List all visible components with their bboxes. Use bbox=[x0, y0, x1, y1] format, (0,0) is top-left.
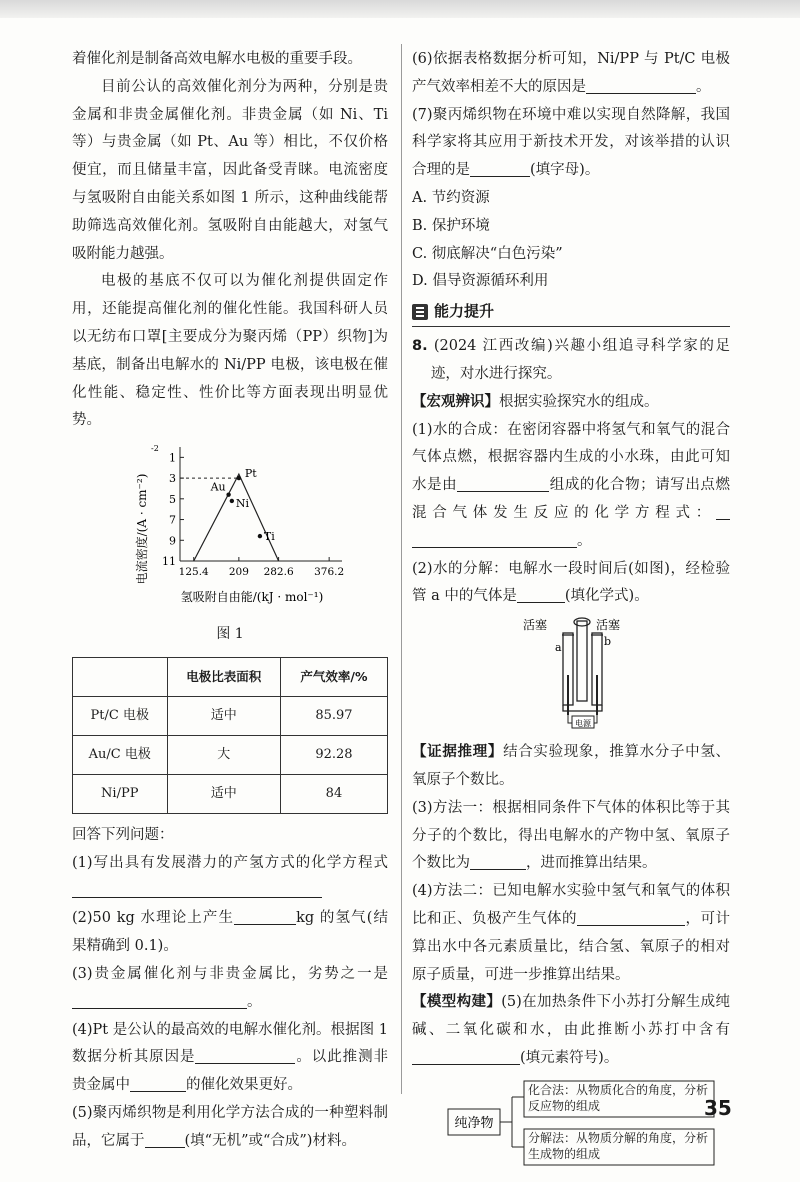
section-header bbox=[412, 298, 730, 327]
current-density-chart bbox=[132, 441, 352, 611]
chart-y-exponent: -2 bbox=[151, 444, 159, 454]
chart-y-label: 电流密度/(A · cm⁻²) bbox=[135, 473, 149, 585]
point-label-pt: Pt bbox=[244, 467, 257, 481]
y-tick-label: 11 bbox=[162, 555, 176, 569]
power-source-label: 电源 bbox=[575, 719, 591, 729]
question-3-text: (3)贵金属催化剂与非贵金属比，劣势之一是 bbox=[72, 965, 388, 982]
left-column bbox=[72, 46, 388, 1156]
answer-blank[interactable] bbox=[577, 910, 685, 926]
subquestion-4 bbox=[412, 878, 730, 989]
subquestion-5-text: (5)在加热条件下小苏打分解生成纯碱、二氧化碳和水，由此推断小苏打中含有 bbox=[412, 994, 731, 1039]
question-1-text: (1)写出具有发展潜力的产氢方式的化学方程式 bbox=[72, 854, 388, 871]
table-cell: 92.28 bbox=[280, 735, 387, 774]
table-header-row bbox=[73, 657, 388, 696]
question-2 bbox=[72, 905, 388, 961]
section-title: 能力提升 bbox=[434, 302, 495, 321]
question-7-text-end: (填字母)。 bbox=[530, 162, 600, 179]
question-3: (3)贵金属催化剂与非贵金属比，劣势之一是 。 bbox=[72, 965, 388, 1010]
chart-x-label: 氢吸附自由能/(kJ · mol⁻¹) bbox=[180, 590, 324, 605]
model-building bbox=[412, 989, 730, 1072]
x-tick-label: 209 bbox=[228, 566, 249, 579]
right-column bbox=[412, 46, 730, 1171]
tag-macro-text: 根据实验探究水的组成。 bbox=[499, 393, 659, 410]
answer-blank[interactable] bbox=[586, 78, 696, 94]
question-6: (6)依据表格数据分析可知，Ni/PP 与 Pt/C 电极产气效率相差不大的原因是 。 bbox=[412, 51, 730, 95]
subquestion-4-text: (4)方法二：已知电解水实验中氢气和氧气的体积比和正、负极产生气体的 bbox=[412, 883, 730, 927]
table-cell: Ni/PP bbox=[73, 774, 168, 813]
subquestion-3 bbox=[412, 795, 730, 878]
page-number: 35 bbox=[704, 1096, 732, 1120]
question-5 bbox=[72, 1100, 388, 1156]
paragraph-catalysts: 目前公认的高效催化剂分为两种，分别是贵金属和非贵金属催化剂。非贵金属（如 Ni、Ti 等）与贵金属（如 Pt、Au 等）相比，不仅价格便宜，而且储量丰富，因此备受青睐。电流密度与氢吸附自由能关系如图 1 所示，这种曲线能帮助筛选高效催化剂。氢吸附自由能越大，对氢气吸附能力越强。 bbox=[72, 78, 388, 262]
table-row bbox=[73, 774, 388, 813]
answer-blank[interactable] bbox=[195, 1049, 295, 1065]
subquestion-2-text: (2)水的分解：电解水一段时间后(如图)，经检验管 a 中的气体是 bbox=[412, 560, 730, 605]
point-label-ni: Ni bbox=[235, 497, 249, 511]
option-c: C. 彻底解决“白色污染” bbox=[412, 245, 563, 262]
table-cell: 大 bbox=[167, 735, 280, 774]
answer-blank[interactable] bbox=[517, 588, 565, 604]
tag-macro: 【宏观辨识】 bbox=[412, 393, 499, 410]
scan-top-edge bbox=[0, 0, 800, 18]
question-2-text-end: kg 的氢气(结果精确到 0.1)。 bbox=[72, 910, 388, 955]
paragraph-intro-end: 着催化剂是制备高效电解水电极的重要手段。 bbox=[72, 51, 362, 67]
y-tick-label: 9 bbox=[169, 534, 176, 548]
point-au bbox=[226, 493, 230, 497]
question-8-number: 8. bbox=[412, 338, 428, 355]
macro-identify bbox=[412, 389, 730, 417]
table-header: 电极比表面积 bbox=[167, 657, 280, 696]
point-label-ti: Ti bbox=[263, 530, 275, 544]
x-tick-label: 282.6 bbox=[263, 566, 294, 579]
notebook-icon bbox=[412, 304, 428, 320]
question-4-text-mid: 。以此推测非贵金属中 bbox=[72, 1049, 389, 1094]
paragraph-substrate: 电极的基底不仅可以为催化剂提供固定作用，还能提高催化剂的催化性能。我国科研人员以无纺布口罩[主要成分为聚丙烯（PP）织物]为基底，制备出电解水的 Ni/PP 电极，该电极在催化性能、稳定性、性价比等方面表现出明显优势。 bbox=[72, 273, 388, 429]
question-4 bbox=[72, 1017, 388, 1100]
volcano-curve bbox=[194, 474, 279, 561]
tag-evidence-text: 结合实验现象，推算水分子中氢、氧原子个数比。 bbox=[412, 744, 731, 788]
subquestion-4-text-end: ，可计算出水中各元素质量比，结合氢、氧原子的相对原子质量，可进一步推算出结果。 bbox=[412, 910, 730, 983]
tube-a-label: a bbox=[555, 641, 562, 655]
evidence-reasoning bbox=[412, 739, 730, 795]
answer-blank[interactable] bbox=[470, 162, 530, 178]
answer-blank[interactable] bbox=[72, 993, 247, 1009]
x-tick-label: 125.4 bbox=[178, 566, 209, 579]
electrolysis-apparatus bbox=[412, 615, 730, 733]
option-b: B. 保护环境 bbox=[412, 217, 490, 234]
question-7 bbox=[412, 102, 730, 185]
y-tick-label: 5 bbox=[169, 492, 176, 506]
option-d: D. 倡导资源循环利用 bbox=[412, 273, 549, 290]
table-cell: 适中 bbox=[167, 696, 280, 735]
answer-blank[interactable] bbox=[145, 1132, 185, 1148]
table-row bbox=[73, 735, 388, 774]
table-header bbox=[73, 657, 168, 696]
table-cell: 84 bbox=[280, 774, 387, 813]
x-tick-label: 376.2 bbox=[314, 566, 345, 579]
question-6-text: (6)依据表格数据分析可知，Ni/PP 与 Pt/C 电极产气效率相差不大的原因是 bbox=[412, 51, 730, 95]
answer-blank[interactable] bbox=[716, 504, 730, 520]
tree-box-decomposition: 分解法：从物质分解的角度，分析生成物的组成 bbox=[528, 1130, 709, 1161]
subquestion-3-text-end: ，进而推算出结果。 bbox=[526, 855, 657, 872]
answer-blank[interactable] bbox=[412, 532, 577, 548]
tube-b-label: b bbox=[604, 635, 612, 649]
stopcock-label-right: 活塞 bbox=[596, 618, 621, 633]
answer-blank[interactable] bbox=[234, 910, 296, 926]
subquestion-1: (1)水的合成：在密闭容器中将氢气和氧气的混合气体点燃，根据容器内生成的小水珠，由此可知水是由 组成的化合物；请写出点燃混合气体发生反应的化学方程式： 。 bbox=[412, 421, 731, 549]
tree-box-synthesis: 化合法：从物质化合的角度，分析反应物的组成 bbox=[528, 1082, 709, 1113]
table-cell: Au/C 电极 bbox=[73, 735, 168, 774]
question-4-text: (4)Pt 是公认的最高效的电解水催化剂。根据图 1 数据分析其原因是 bbox=[72, 1021, 388, 1066]
question-8-intro: (2024 江西改编)兴趣小组追寻科学家的足迹，对水进行探究。 bbox=[430, 338, 731, 382]
table-row bbox=[73, 696, 388, 735]
answer-blank[interactable] bbox=[72, 882, 322, 898]
method-tree bbox=[412, 1077, 730, 1171]
answer-blank[interactable] bbox=[412, 1049, 520, 1065]
question-4-text-end: 的催化效果更好。 bbox=[186, 1077, 302, 1094]
table-cell: Pt/C 电极 bbox=[73, 696, 168, 735]
subquestion-5-text-end: (填元素符号)。 bbox=[520, 1049, 619, 1066]
electrolysis-diagram bbox=[412, 615, 730, 733]
table-cell: 85.97 bbox=[280, 696, 387, 735]
subquestion-3-text: (3)方法一：根据相同条件下气体的体积比等于其分子的个数比，得出电解水的产物中氢、氧原子个数比为 bbox=[412, 799, 730, 872]
table-header: 产气效率/% bbox=[280, 657, 387, 696]
answer-blank[interactable] bbox=[470, 855, 526, 871]
column-divider bbox=[401, 44, 402, 1094]
electrode-table bbox=[72, 657, 388, 814]
question-5-text: (5)聚丙烯织物是利用化学方法合成的一种塑料制品，它属于 bbox=[72, 1104, 388, 1149]
electrodes bbox=[568, 675, 597, 715]
figure-1 bbox=[72, 441, 388, 619]
question-5-text-end: (填“无机”或“合成”)材料。 bbox=[184, 1132, 356, 1149]
subquestion-2 bbox=[412, 556, 730, 612]
figure-caption: 图 1 bbox=[216, 626, 244, 643]
table-cell: 适中 bbox=[167, 774, 280, 813]
tree-branch bbox=[500, 1097, 524, 1147]
question-2-text: (2)50 kg 水理论上产生 bbox=[72, 910, 235, 927]
question-7-text: (7)聚丙烯织物在环境中难以实现自然降解，我国科学家将其应用于新技术开发，对该举措的认识合理的是 bbox=[412, 106, 730, 179]
point-pt bbox=[237, 476, 241, 480]
question-1 bbox=[72, 850, 388, 906]
pure-substance-diagram bbox=[412, 1077, 730, 1171]
answer-blank[interactable] bbox=[130, 1077, 186, 1093]
subquestion-1-text-end: 组成的化合物；请写出点燃混合气体发生反应的化学方程式： bbox=[412, 477, 731, 521]
y-tick-label: 3 bbox=[169, 472, 176, 486]
y-tick-label: 7 bbox=[169, 513, 176, 527]
subquestion-1-text: (1)水的合成：在密闭容器中将氢气和氧气的混合气体点燃，根据容器内生成的小水珠，由此可知水是由 bbox=[412, 421, 730, 494]
y-tick-label: 1 bbox=[169, 451, 176, 465]
answer-blank[interactable] bbox=[457, 477, 549, 493]
point-ni bbox=[230, 499, 234, 503]
point-ti bbox=[258, 534, 262, 538]
stopcock-label-left: 活塞 bbox=[523, 618, 548, 633]
option-a: A. 节约资源 bbox=[412, 189, 490, 206]
point-label-au: Au bbox=[210, 480, 226, 494]
tag-evidence: 【证据推理】 bbox=[412, 744, 504, 761]
tree-root-label: 纯净物 bbox=[454, 1115, 494, 1131]
questions-prompt: 回答下列问题： bbox=[72, 826, 174, 843]
subquestion-2-text-end: (填化学式)。 bbox=[564, 588, 649, 605]
tag-model: 【模型构建】 bbox=[412, 994, 502, 1011]
question-8 bbox=[412, 333, 730, 389]
